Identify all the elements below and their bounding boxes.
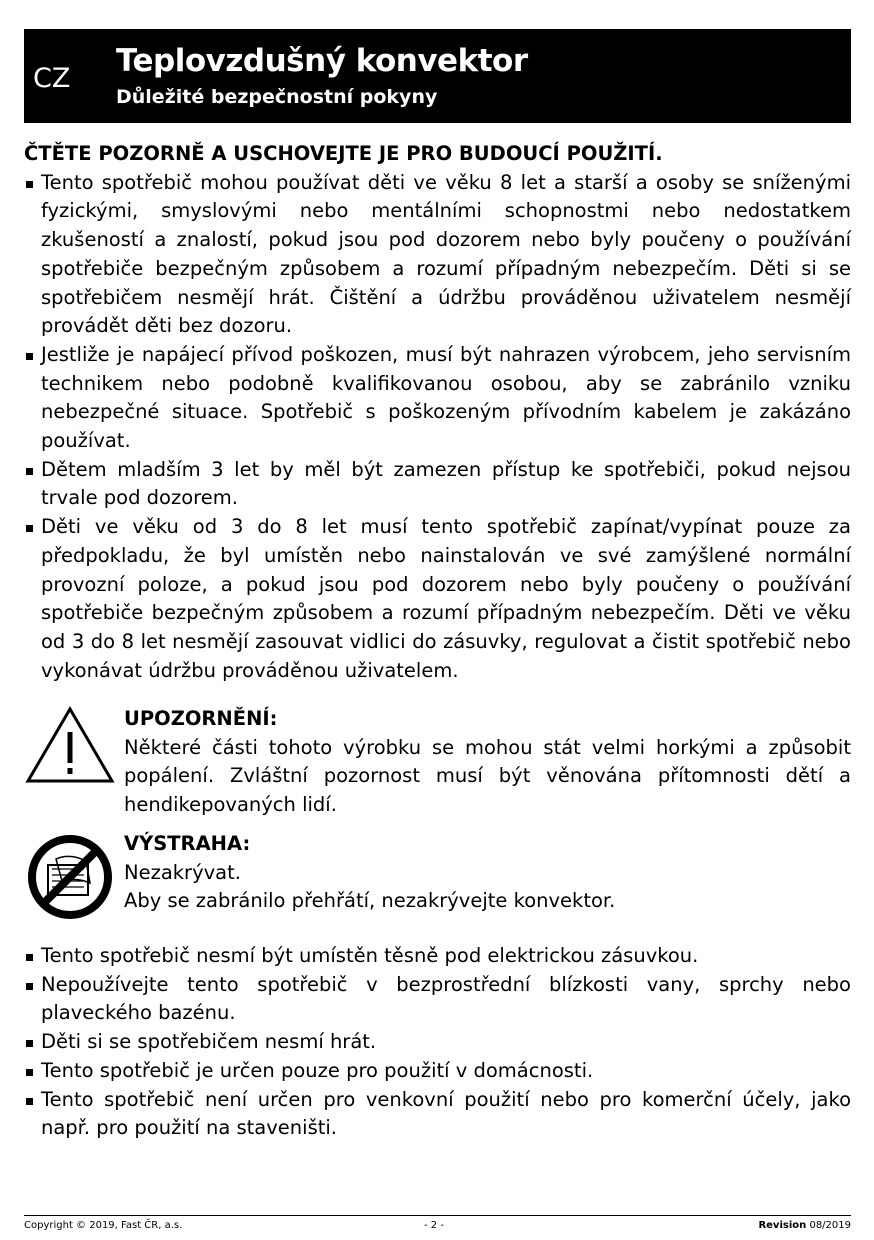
usage-section: [24, 942, 851, 1143]
warning-line-1: Nezakrývat.: [124, 860, 241, 884]
list-item: Tento spotřebič mohou používat děti ve věku 8 let a starší a osoby se sníženými fyzickými, smyslovými nebo mentálními schopnostmi nebo nedostatkem zkušeností a znalostí, pokud jsou pod dozorem nebo byly poučeny o používání spotřebiče bezpečným způsobem a rozumí případným nebezpečím. Děti si se spotřebičem nesmějí hrát. Čištění a údržbu prováděnou uživatelem nesmějí provádět děti bez dozoru.: [24, 169, 851, 341]
revision-date: 08/2019: [809, 1220, 851, 1231]
page-number: - 2 -: [424, 1220, 444, 1231]
list-item: Dětem mladším 3 let by měl být zamezen přístup ke spotřebiči, pokud nejsou trvale pod dozorem.: [24, 456, 851, 513]
document-subtitle: Důležité bezpečnostní pokyny: [116, 86, 438, 108]
page-footer: [24, 1215, 851, 1231]
caution-heading: UPOZORNĚNÍ:: [124, 707, 278, 730]
language-code: CZ: [33, 63, 71, 94]
warning-line-2: Aby se zabránilo přehřátí, nezakrývejte konvektor.: [124, 889, 616, 912]
do-not-cover-icon: [26, 833, 114, 930]
warning-triangle-icon: [24, 705, 116, 794]
list-item: Nepoužívejte tento spotřebič v bezprostřední blízkosti vany, sprchy nebo plaveckého bazénu.: [24, 971, 851, 1028]
revision-info: [758, 1220, 851, 1231]
revision-label: Revision: [758, 1220, 807, 1231]
list-item: Děti ve věku od 3 do 8 let musí tento spotřebič zapínat/vypínat pouze za předpokladu, že byl umístěn nebo nainstalován ve své zamýšlené normální provozní poloze, a pokud jsou pod dozorem nebo byly poučeny o používání spotřebiče bezpečným způsobem a rozumí případným nebezpečím. Děti ve věku od 3 do 8 let nesmějí zasouvat vidlici do zásuvky, regulovat a čistit spotřebič nebo vykonávat údržbu prováděnou uživatelem.: [24, 513, 851, 685]
safety-section: [24, 140, 851, 685]
document-title: Teplovzdušný konvektor: [116, 43, 528, 79]
document-header: [24, 29, 851, 123]
list-item: Děti si se spotřebičem nesmí hrát.: [24, 1028, 851, 1057]
intro-heading: ČTĚTE POZORNĚ A USCHOVEJTE JE PRO BUDOUCÍ POUŽITÍ.: [24, 142, 663, 165]
list-item: Tento spotřebič není určen pro venkovní použití nebo pro komerční účely, jako např. pro použití na staveništi.: [24, 1086, 851, 1143]
caution-text: Některé části tohoto výrobku se mohou stát velmi horkými a způsobit popálení. Zvláštní pozornost musí být věnována přítomnosti dětí a hendikepovaných lidí.: [124, 735, 851, 816]
warning-text-block: [124, 830, 851, 916]
warning-block: [24, 830, 851, 925]
list-item: Jestliže je napájecí přívod poškozen, musí být nahrazen výrobcem, jeho servisním technikem nebo podobně kvalifikovanou osobou, aby se zabránilo vzniku nebezpečné situace. Spotřebič s poškozeným přívodním kabelem je zakázáno používat.: [24, 341, 851, 456]
caution-text-block: [124, 705, 851, 819]
list-item: Tento spotřebič nesmí být umístěn těsně pod elektrickou zásuvkou.: [24, 942, 851, 971]
caution-block: [24, 705, 851, 815]
list-item: Tento spotřebič je určen pouze pro použití v domácnosti.: [24, 1057, 851, 1086]
safety-list: [24, 169, 851, 686]
warning-heading: VÝSTRAHA:: [124, 832, 251, 855]
copyright-text: Copyright © 2019, Fast ČR, a.s.: [24, 1220, 183, 1231]
usage-list: [24, 942, 851, 1143]
